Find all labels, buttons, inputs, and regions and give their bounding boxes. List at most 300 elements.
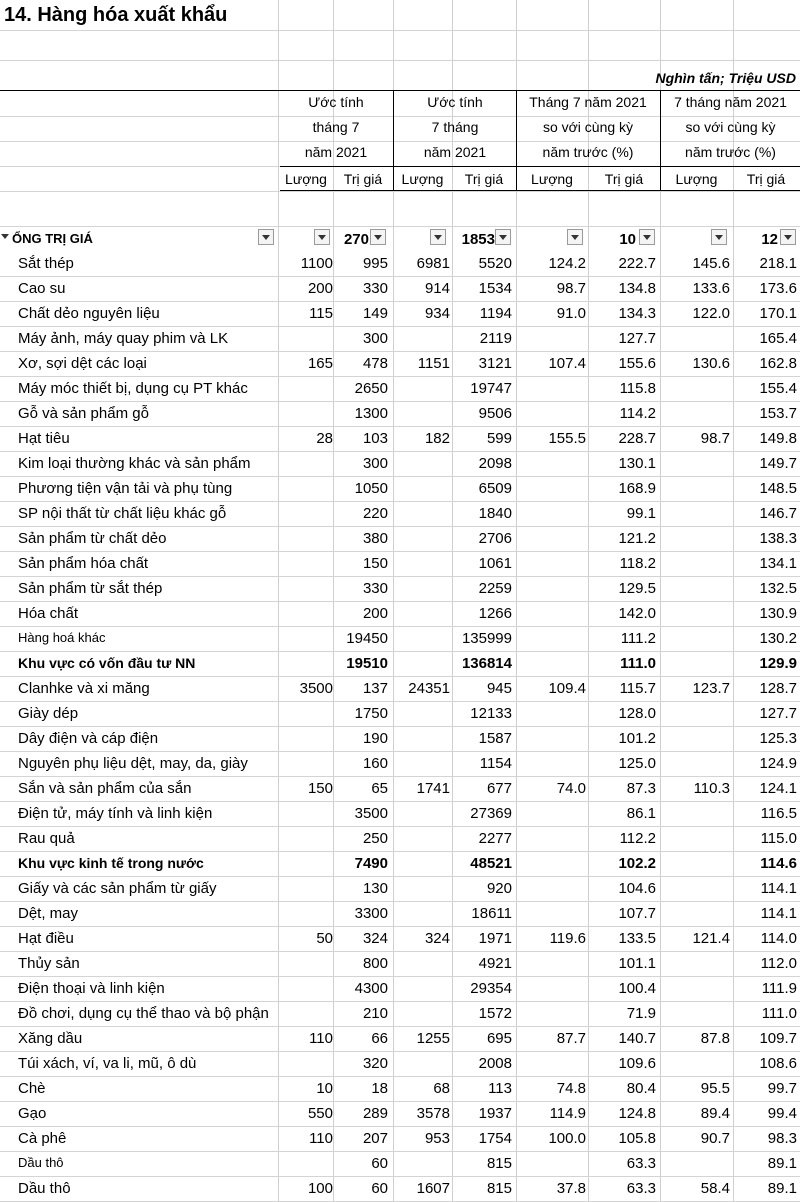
header-top-border — [0, 90, 800, 91]
row-cell: 228.7 — [618, 430, 656, 447]
table-row — [0, 427, 800, 452]
header-col3-line1: Tháng 7 năm 2021 — [529, 94, 647, 110]
row-cell: 695 — [486, 1030, 512, 1047]
filter-dropdown-icon[interactable] — [567, 229, 583, 245]
header-col4-line3: năm trước (%) — [685, 144, 776, 160]
row-cell: 134.8 — [618, 280, 656, 297]
row-cell: 1266 — [478, 605, 512, 622]
grid-line — [0, 60, 800, 61]
row-cell: 19510 — [346, 655, 388, 672]
row-cell: 90.7 — [700, 1130, 730, 1147]
row-cell: 115.0 — [760, 830, 797, 847]
total-row — [0, 226, 800, 251]
row-cell: 109.7 — [759, 1030, 797, 1047]
row-cell: 200 — [362, 605, 388, 622]
row-cell: 210 — [362, 1005, 388, 1022]
row-cell: 119.6 — [549, 930, 586, 947]
row-cell: 1061 — [478, 555, 512, 572]
row-cell: 150 — [307, 780, 333, 797]
subheader-value: Trị giá — [343, 171, 383, 187]
row-cell: 114.9 — [549, 1105, 586, 1122]
row-cell: 168.9 — [618, 480, 656, 497]
row-label: Thủy sản — [18, 955, 80, 972]
row-cell: 200 — [307, 280, 333, 297]
row-label: Dầu thô — [18, 1155, 64, 1170]
row-cell: 98.3 — [767, 1130, 797, 1147]
sheet-title: 14. Hàng hóa xuất khẩu — [4, 4, 228, 26]
row-cell: 127.7 — [759, 705, 797, 722]
row-cell: 148.5 — [759, 480, 797, 497]
row-cell: 995 — [362, 255, 388, 272]
row-cell: 599 — [486, 430, 512, 447]
row-cell: 89.1 — [767, 1180, 797, 1197]
row-label: Dầu thô — [18, 1180, 71, 1197]
table-row — [0, 602, 800, 627]
row-cell: 190 — [362, 730, 388, 747]
row-label: Chất dẻo nguyên liệu — [18, 305, 160, 322]
row-label: Giày dép — [18, 705, 79, 722]
row-label: Sắn và sản phẩm của sắn — [18, 780, 192, 797]
table-row — [0, 1127, 800, 1152]
row-label: Clanhke và xi măng — [18, 680, 150, 697]
table-row — [0, 402, 800, 427]
row-label: Rau quả — [18, 830, 75, 847]
row-label: Giấy và các sản phẩm từ giấy — [18, 880, 217, 897]
row-label: Xăng dầu — [18, 1030, 83, 1047]
row-cell: 149 — [362, 305, 388, 322]
row-cell: 18611 — [471, 905, 512, 922]
row-cell: 104.6 — [618, 880, 656, 897]
table-row — [0, 302, 800, 327]
row-label: Hàng hoá khác — [18, 630, 106, 645]
row-cell: 150 — [362, 555, 388, 572]
filter-dropdown-icon[interactable] — [495, 229, 511, 245]
row-cell: 300 — [362, 455, 388, 472]
subheader-value: Trị giá — [604, 171, 644, 187]
header-col4-line2: so với cùng kỳ — [685, 119, 776, 135]
row-cell: 6981 — [416, 255, 450, 272]
row-cell: 7490 — [354, 855, 388, 872]
row-cell: 108.6 — [759, 1055, 797, 1072]
row-cell: 170.1 — [759, 305, 797, 322]
header-col3-line3: năm trước (%) — [542, 144, 634, 160]
row-cell: 3121 — [478, 355, 512, 372]
row-cell: 324 — [424, 930, 450, 947]
total-value: 270 — [343, 231, 369, 248]
row-cell: 114.1 — [760, 880, 797, 897]
row-cell: 173.6 — [759, 280, 797, 297]
row-cell: 87.7 — [556, 1030, 586, 1047]
row-cell: 1754 — [478, 1130, 512, 1147]
row-cell: 1572 — [478, 1005, 512, 1022]
row-label: Điện thoại và linh kiện — [18, 980, 165, 997]
row-cell: 162.8 — [759, 355, 797, 372]
row-cell: 1971 — [478, 930, 512, 947]
row-label: Hóa chất — [18, 605, 79, 622]
row-cell: 115 — [309, 305, 333, 322]
row-cell: 330 — [362, 280, 388, 297]
table-row — [0, 577, 800, 602]
row-cell: 134.3 — [618, 305, 656, 322]
row-cell: 133.5 — [618, 930, 656, 947]
row-cell: 114.0 — [760, 930, 797, 947]
header-col2-line1: Ước tính — [427, 94, 483, 110]
row-cell: 1937 — [478, 1105, 512, 1122]
row-cell: 116.5 — [760, 805, 797, 822]
row-cell: 121.2 — [618, 530, 656, 547]
row-cell: 115.8 — [619, 380, 656, 397]
table-row — [0, 652, 800, 677]
row-cell: 101.2 — [618, 730, 656, 747]
filter-dropdown-icon[interactable] — [711, 229, 727, 245]
total-value: 1853 — [461, 231, 495, 248]
subheader-quantity: Lượng — [675, 171, 718, 187]
row-label: SP nội thất từ chất liệu khác gỗ — [18, 505, 227, 522]
row-cell: 65 — [371, 780, 388, 797]
row-label: Dệt, may — [18, 905, 79, 922]
row-label: Xơ, sợi dệt các loại — [18, 355, 147, 372]
row-cell: 149.8 — [759, 430, 797, 447]
header-col1-line1: Ước tính — [308, 94, 364, 110]
row-cell: 118.2 — [619, 555, 656, 572]
table-row — [0, 1027, 800, 1052]
filter-dropdown-icon[interactable] — [0, 229, 10, 245]
row-cell: 125.3 — [759, 730, 797, 747]
table-row — [0, 627, 800, 652]
row-cell: 105.8 — [618, 1130, 656, 1147]
row-cell: 218.1 — [759, 255, 797, 272]
row-cell: 945 — [486, 680, 512, 697]
row-cell: 50 — [316, 930, 333, 947]
row-cell: 100.4 — [618, 980, 656, 997]
row-cell: 2098 — [478, 455, 512, 472]
row-cell: 58.4 — [700, 1180, 730, 1197]
row-cell: 153.7 — [759, 405, 797, 422]
row-cell: 1300 — [354, 405, 388, 422]
row-cell: 128.7 — [759, 680, 797, 697]
subheader-quantity: Lượng — [285, 171, 327, 187]
row-label: Máy ảnh, máy quay phim và LK — [18, 330, 229, 347]
row-cell: 129.9 — [759, 655, 797, 672]
row-label: Máy móc thiết bị, dụng cụ PT khác — [18, 380, 248, 397]
row-cell: 130.9 — [759, 605, 797, 622]
row-cell: 1607 — [416, 1180, 450, 1197]
row-label: Chè — [18, 1080, 46, 1097]
table-row — [0, 1002, 800, 1027]
total-value: 12 — [761, 231, 778, 248]
row-cell: 115.7 — [619, 680, 656, 697]
row-label: Kim loại thường khác và sản phẩm — [18, 455, 251, 472]
row-cell: 127.7 — [618, 330, 656, 347]
table-row — [0, 277, 800, 302]
row-cell: 330 — [362, 580, 388, 597]
row-cell: 125.0 — [618, 755, 656, 772]
row-cell: 1100 — [300, 255, 333, 272]
row-cell: 135999 — [461, 630, 512, 647]
row-cell: 3300 — [354, 905, 388, 922]
row-cell: 207 — [362, 1130, 388, 1147]
row-cell: 155.6 — [618, 355, 656, 372]
row-cell: 129.5 — [618, 580, 656, 597]
row-cell: 155.5 — [548, 430, 586, 447]
header-col4-line1: 7 tháng năm 2021 — [674, 94, 787, 110]
row-cell: 110 — [309, 1130, 333, 1147]
row-cell: 920 — [486, 880, 512, 897]
table-row — [0, 452, 800, 477]
row-label: Dây điện và cáp điện — [18, 730, 159, 747]
row-cell: 300 — [362, 330, 388, 347]
table-row — [0, 1077, 800, 1102]
row-cell: 815 — [486, 1180, 512, 1197]
row-cell: 100.0 — [548, 1130, 586, 1147]
row-cell: 3578 — [416, 1105, 450, 1122]
grid-line — [0, 30, 800, 31]
row-cell: 2706 — [478, 530, 512, 547]
row-cell: 91.0 — [556, 305, 586, 322]
row-cell: 87.3 — [626, 780, 656, 797]
row-cell: 74.8 — [556, 1080, 586, 1097]
row-cell: 98.7 — [556, 280, 586, 297]
table-row — [0, 802, 800, 827]
row-cell: 19747 — [470, 380, 512, 397]
row-cell: 953 — [424, 1130, 450, 1147]
header-col3-line2: so với cùng kỳ — [542, 119, 634, 135]
table-row — [0, 877, 800, 902]
row-cell: 2008 — [478, 1055, 512, 1072]
row-cell: 1750 — [354, 705, 388, 722]
row-cell: 28 — [316, 430, 333, 447]
row-cell: 1741 — [416, 780, 450, 797]
row-cell: 123.7 — [692, 680, 730, 697]
grid-line — [0, 116, 800, 117]
row-cell: 160 — [362, 755, 388, 772]
row-cell: 2119 — [479, 330, 512, 347]
row-cell: 12133 — [470, 705, 512, 722]
table-row — [0, 702, 800, 727]
row-cell: 128.0 — [618, 705, 656, 722]
row-cell: 111.0 — [620, 655, 656, 672]
row-cell: 114.6 — [760, 855, 797, 872]
row-cell: 101.1 — [618, 955, 656, 972]
row-cell: 149.7 — [759, 455, 797, 472]
table-row — [0, 852, 800, 877]
subheader-value: Trị giá — [464, 171, 504, 187]
row-cell: 133.6 — [692, 280, 730, 297]
row-label: Gỗ và sản phẩm gỗ — [18, 405, 149, 422]
row-cell: 124.9 — [759, 755, 797, 772]
row-cell: 320 — [362, 1055, 388, 1072]
row-cell: 6509 — [478, 480, 512, 497]
table-row — [0, 552, 800, 577]
row-cell: 122.0 — [692, 305, 730, 322]
row-cell: 250 — [362, 830, 388, 847]
table-row — [0, 377, 800, 402]
row-cell: 63.3 — [626, 1155, 656, 1172]
table-row — [0, 952, 800, 977]
row-cell: 95.5 — [700, 1080, 730, 1097]
filter-dropdown-icon[interactable] — [639, 229, 655, 245]
row-cell: 4921 — [478, 955, 512, 972]
row-cell: 99.1 — [626, 505, 656, 522]
row-cell: 74.0 — [556, 780, 586, 797]
row-cell: 1050 — [354, 480, 388, 497]
row-label: Đồ chơi, dụng cụ thể thao và bộ phận — [18, 1005, 269, 1022]
row-cell: 130.1 — [618, 455, 656, 472]
table-row — [0, 1152, 800, 1177]
row-cell: 103 — [362, 430, 388, 447]
filter-dropdown-icon[interactable] — [430, 229, 446, 245]
grid-line — [0, 191, 800, 192]
row-cell: 68 — [433, 1080, 450, 1097]
row-cell: 107.7 — [618, 905, 656, 922]
table-row — [0, 977, 800, 1002]
filter-dropdown-icon[interactable] — [314, 229, 330, 245]
row-cell: 3500 — [354, 805, 388, 822]
row-cell: 112.2 — [619, 830, 656, 847]
row-cell: 107.4 — [548, 355, 586, 372]
row-cell: 121.4 — [692, 930, 730, 947]
row-label: Sắt thép — [18, 255, 74, 272]
row-cell: 27369 — [470, 805, 512, 822]
row-cell: 111.0 — [761, 1005, 797, 1022]
header-col1-line2: tháng 7 — [312, 119, 360, 135]
row-cell: 100 — [307, 1180, 333, 1197]
row-label: Phương tiện vận tải và phụ tùng — [18, 480, 233, 497]
row-cell: 99.4 — [767, 1105, 797, 1122]
total-value: 10 — [619, 231, 636, 248]
row-cell: 140.7 — [618, 1030, 656, 1047]
grid-line — [0, 141, 800, 142]
row-cell: 9506 — [478, 405, 512, 422]
row-cell: 134.1 — [759, 555, 797, 572]
table-row — [0, 1052, 800, 1077]
row-cell: 112.0 — [760, 955, 797, 972]
row-cell: 18 — [371, 1080, 388, 1097]
row-cell: 102.2 — [618, 855, 656, 872]
table-row — [0, 252, 800, 277]
row-cell: 1255 — [416, 1030, 450, 1047]
header-col2-line3: năm 2021 — [423, 144, 487, 160]
row-cell: 2650 — [354, 380, 388, 397]
row-label: Sản phẩm từ chất dẻo — [18, 530, 167, 547]
row-cell: 63.3 — [626, 1180, 656, 1197]
subheader-quantity: Lượng — [401, 171, 444, 187]
row-cell: 165.4 — [759, 330, 797, 347]
row-cell: 10 — [316, 1080, 333, 1097]
row-cell: 136814 — [461, 655, 512, 672]
row-cell: 111.9 — [761, 980, 797, 997]
row-cell: 48521 — [470, 855, 512, 872]
row-cell: 815 — [486, 1155, 512, 1172]
row-cell: 324 — [362, 930, 388, 947]
row-label: Cà phê — [18, 1130, 67, 1147]
row-cell: 114.2 — [619, 405, 656, 422]
row-cell: 60 — [371, 1180, 388, 1197]
row-cell: 1587 — [478, 730, 512, 747]
row-label: Túi xách, ví, va li, mũ, ô dù — [18, 1055, 197, 1072]
row-cell: 124.1 — [759, 780, 797, 797]
table-row — [0, 677, 800, 702]
row-cell: 66 — [371, 1030, 388, 1047]
row-cell: 1151 — [417, 355, 450, 372]
row-cell: 37.8 — [556, 1180, 586, 1197]
table-row — [0, 727, 800, 752]
row-cell: 124.2 — [548, 255, 586, 272]
row-cell: 137 — [362, 680, 388, 697]
filter-dropdown-icon[interactable] — [780, 229, 796, 245]
row-cell: 89.4 — [700, 1105, 730, 1122]
header-divider — [280, 166, 800, 167]
header-bottom-border — [280, 190, 800, 191]
row-cell: 800 — [362, 955, 388, 972]
row-cell: 19450 — [346, 630, 388, 647]
row-label: Khu vực có vốn đầu tư NN — [18, 655, 196, 671]
row-cell: 182 — [424, 430, 450, 447]
row-cell: 934 — [424, 305, 450, 322]
row-label: Nguyên phụ liệu dệt, may, da, giày — [18, 755, 248, 772]
table-row — [0, 502, 800, 527]
row-cell: 222.7 — [618, 255, 656, 272]
subheader-quantity: Lượng — [531, 171, 573, 187]
row-cell: 478 — [362, 355, 388, 372]
row-cell: 914 — [424, 280, 450, 297]
table-row — [0, 777, 800, 802]
row-cell: 1534 — [478, 280, 512, 297]
row-cell: 289 — [362, 1105, 388, 1122]
row-cell: 677 — [486, 780, 512, 797]
row-cell: 5520 — [478, 255, 512, 272]
table-row — [0, 827, 800, 852]
row-cell: 130.2 — [759, 630, 797, 647]
header-col1-line3: năm 2021 — [304, 144, 368, 160]
unit-label: Nghìn tấn; Triệu USD — [655, 70, 796, 86]
row-cell: 110 — [309, 1030, 333, 1047]
row-cell: 60 — [371, 1155, 388, 1172]
row-cell: 109.4 — [548, 680, 586, 697]
row-cell: 130 — [362, 880, 388, 897]
row-label: Sản phẩm từ sắt thép — [18, 580, 163, 597]
row-cell: 380 — [362, 530, 388, 547]
table-row — [0, 752, 800, 777]
row-cell: 165 — [307, 355, 333, 372]
table-row — [0, 527, 800, 552]
row-cell: 80.4 — [626, 1080, 656, 1097]
row-cell: 109.6 — [618, 1055, 656, 1072]
table-row — [0, 1102, 800, 1127]
header-col2-line2: 7 tháng — [431, 119, 479, 135]
row-cell: 24351 — [408, 680, 450, 697]
row-cell: 86.1 — [626, 805, 656, 822]
table-row — [0, 477, 800, 502]
row-cell: 2277 — [478, 830, 512, 847]
subheader-value: Trị giá — [746, 171, 786, 187]
row-cell: 29354 — [470, 980, 512, 997]
table-row — [0, 327, 800, 352]
row-cell: 145.6 — [692, 255, 730, 272]
row-cell: 220 — [362, 505, 388, 522]
row-cell: 98.7 — [700, 430, 730, 447]
filter-dropdown-icon[interactable] — [370, 229, 386, 245]
row-cell: 146.7 — [759, 505, 797, 522]
row-cell: 71.9 — [626, 1005, 656, 1022]
row-cell: 138.3 — [759, 530, 797, 547]
row-cell: 1194 — [479, 305, 512, 322]
row-label: Gạo — [18, 1105, 47, 1122]
table-row — [0, 927, 800, 952]
filter-dropdown-icon[interactable] — [258, 229, 274, 245]
row-label: Điện tử, máy tính và linh kiện — [18, 805, 213, 822]
row-cell: 110.3 — [693, 780, 730, 797]
